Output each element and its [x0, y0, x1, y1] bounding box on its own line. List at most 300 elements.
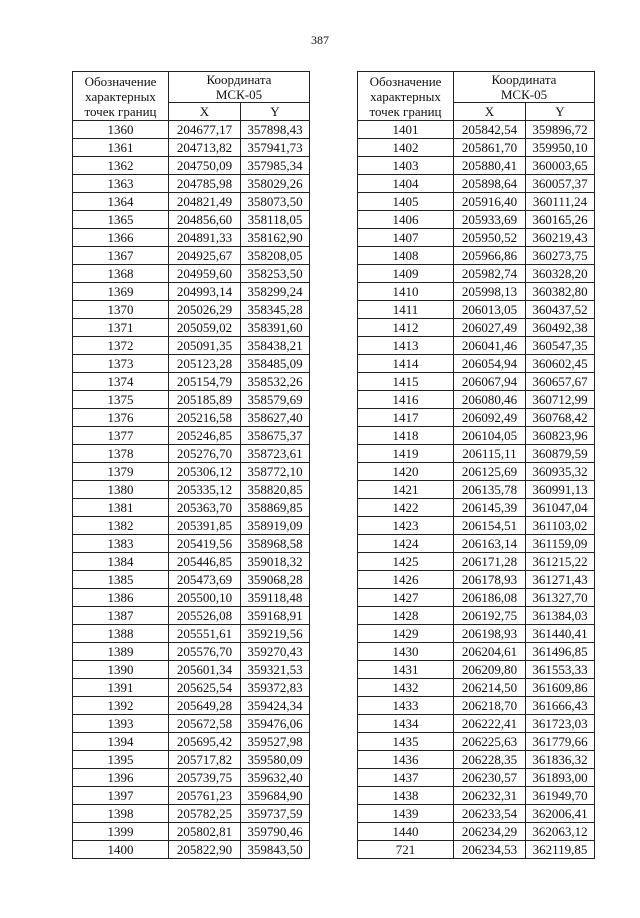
x-coordinate-cell: 205625,54	[169, 679, 241, 697]
point-id-cell: 1389	[73, 643, 169, 661]
point-id-cell: 1373	[73, 355, 169, 373]
y-coordinate-cell: 360768,42	[526, 409, 595, 427]
point-id-cell: 1424	[358, 535, 454, 553]
table-row	[73, 445, 310, 463]
y-coordinate-cell: 361327,70	[526, 589, 595, 607]
y-coordinate-cell: 357985,34	[241, 157, 310, 175]
point-id-cell: 1391	[73, 679, 169, 697]
point-id-cell: 1360	[73, 121, 169, 139]
point-id-cell: 1433	[358, 697, 454, 715]
x-coordinate-cell: 205216,58	[169, 409, 241, 427]
x-coordinate-cell: 205916,40	[454, 193, 526, 211]
table-row	[358, 283, 595, 301]
point-id-cell: 1406	[358, 211, 454, 229]
coordinate-header-line: Координата	[206, 72, 272, 87]
designation-header-line: Обозначение	[369, 73, 442, 89]
x-coordinate-cell: 205822,90	[169, 841, 241, 859]
point-id-cell: 1414	[358, 355, 454, 373]
y-coordinate-cell: 359580,09	[241, 751, 310, 769]
x-coordinate-cell: 206218,70	[454, 697, 526, 715]
table-row	[73, 193, 310, 211]
table-row	[73, 715, 310, 733]
y-coordinate-cell: 359527,98	[241, 733, 310, 751]
point-id-cell: 1385	[73, 571, 169, 589]
point-id-cell: 1374	[73, 373, 169, 391]
table-body-left	[73, 121, 310, 859]
y-coordinate-cell: 359684,90	[241, 787, 310, 805]
table-row	[358, 697, 595, 715]
x-coordinate-cell: 206054,94	[454, 355, 526, 373]
point-id-cell: 1366	[73, 229, 169, 247]
x-coordinate-cell: 205419,56	[169, 535, 241, 553]
table-row	[73, 121, 310, 139]
table-row	[73, 607, 310, 625]
y-coordinate-cell: 358073,50	[241, 193, 310, 211]
y-coordinate-cell: 362006,41	[526, 805, 595, 823]
table-row	[358, 481, 595, 499]
table-row	[358, 823, 595, 841]
point-id-cell: 1412	[358, 319, 454, 337]
point-id-cell: 1383	[73, 535, 169, 553]
x-coordinate-cell: 205933,69	[454, 211, 526, 229]
point-id-cell: 1401	[358, 121, 454, 139]
designation-header-line: Обозначение	[84, 73, 157, 89]
table-row	[358, 517, 595, 535]
table-row	[73, 841, 310, 859]
designation-header	[73, 72, 169, 121]
y-coordinate-cell: 357898,43	[241, 121, 310, 139]
x-coordinate-cell: 205363,70	[169, 499, 241, 517]
table-row	[358, 427, 595, 445]
point-id-cell: 1386	[73, 589, 169, 607]
point-id-cell: 1379	[73, 463, 169, 481]
y-coordinate-cell: 360879,59	[526, 445, 595, 463]
point-id-cell: 1382	[73, 517, 169, 535]
point-id-cell: 1421	[358, 481, 454, 499]
x-coordinate-cell: 205500,10	[169, 589, 241, 607]
designation-header	[358, 72, 454, 121]
table-row	[73, 247, 310, 265]
table-row	[358, 355, 595, 373]
table-row	[73, 175, 310, 193]
x-coordinate-cell: 205576,70	[169, 643, 241, 661]
table-row	[358, 157, 595, 175]
y-coordinate-cell: 361496,85	[526, 643, 595, 661]
point-id-cell: 1395	[73, 751, 169, 769]
y-coordinate-cell: 361384,03	[526, 607, 595, 625]
x-coordinate-cell: 206092,49	[454, 409, 526, 427]
point-id-cell: 721	[358, 841, 454, 859]
table-row	[73, 679, 310, 697]
coordinate-header-line: Координата	[491, 72, 557, 87]
x-coordinate-cell: 206204,61	[454, 643, 526, 661]
table-row	[73, 481, 310, 499]
point-id-cell: 1440	[358, 823, 454, 841]
point-id-cell: 1397	[73, 787, 169, 805]
x-coordinate-cell: 205601,34	[169, 661, 241, 679]
point-id-cell: 1426	[358, 571, 454, 589]
point-id-cell: 1388	[73, 625, 169, 643]
table-row	[358, 337, 595, 355]
y-coordinate-cell: 359270,43	[241, 643, 310, 661]
table-row	[73, 769, 310, 787]
table-row	[358, 679, 595, 697]
x-coordinate-cell: 206192,75	[454, 607, 526, 625]
table-row	[358, 535, 595, 553]
y-coordinate-cell: 360547,35	[526, 337, 595, 355]
y-coordinate-cell: 361271,43	[526, 571, 595, 589]
y-coordinate-cell: 358723,61	[241, 445, 310, 463]
y-coordinate-cell: 358438,21	[241, 337, 310, 355]
x-coordinate-cell: 206171,28	[454, 553, 526, 571]
point-id-cell: 1437	[358, 769, 454, 787]
y-coordinate-cell: 359118,48	[241, 589, 310, 607]
y-coordinate-cell: 360057,37	[526, 175, 595, 193]
x-coordinate-cell: 205526,08	[169, 607, 241, 625]
y-coordinate-cell: 360382,80	[526, 283, 595, 301]
y-coordinate-cell: 360328,20	[526, 265, 595, 283]
y-coordinate-cell: 359950,10	[526, 139, 595, 157]
table-row	[73, 463, 310, 481]
y-coordinate-cell: 360273,75	[526, 247, 595, 265]
table-row	[358, 787, 595, 805]
table-row	[73, 427, 310, 445]
table-row	[358, 445, 595, 463]
point-id-cell: 1411	[358, 301, 454, 319]
y-coordinate-cell: 358485,09	[241, 355, 310, 373]
table-row	[73, 733, 310, 751]
y-coordinate-cell: 358162,90	[241, 229, 310, 247]
y-coordinate-cell: 360657,67	[526, 373, 595, 391]
table-row	[358, 391, 595, 409]
point-id-cell: 1416	[358, 391, 454, 409]
point-id-cell: 1430	[358, 643, 454, 661]
table-row	[358, 499, 595, 517]
x-coordinate-cell: 205998,13	[454, 283, 526, 301]
y-coordinate-cell: 359068,28	[241, 571, 310, 589]
x-coordinate-cell: 205276,70	[169, 445, 241, 463]
table-row	[73, 625, 310, 643]
point-id-cell: 1361	[73, 139, 169, 157]
table-row	[358, 805, 595, 823]
table-row	[358, 625, 595, 643]
y-coordinate-cell: 360935,32	[526, 463, 595, 481]
y-coordinate-cell: 361215,22	[526, 553, 595, 571]
table-row	[73, 337, 310, 355]
table-row	[358, 229, 595, 247]
point-id-cell: 1419	[358, 445, 454, 463]
x-coordinate-cell: 206234,29	[454, 823, 526, 841]
point-id-cell: 1405	[358, 193, 454, 211]
x-coordinate-cell: 206178,93	[454, 571, 526, 589]
y-coordinate-cell: 357941,73	[241, 139, 310, 157]
y-coordinate-cell: 358029,26	[241, 175, 310, 193]
y-coordinate-cell: 359843,50	[241, 841, 310, 859]
x-coordinate-cell: 205123,28	[169, 355, 241, 373]
x-coordinate-cell: 206232,31	[454, 787, 526, 805]
coordinate-header	[169, 72, 310, 103]
x-coordinate-cell: 205091,35	[169, 337, 241, 355]
x-coordinate-cell: 206027,49	[454, 319, 526, 337]
y-coordinate-cell: 361836,32	[526, 751, 595, 769]
point-id-cell: 1370	[73, 301, 169, 319]
table-row	[358, 589, 595, 607]
y-coordinate-cell: 359790,46	[241, 823, 310, 841]
y-coordinate-cell: 358208,05	[241, 247, 310, 265]
point-id-cell: 1435	[358, 733, 454, 751]
table-row	[73, 301, 310, 319]
table-row	[73, 787, 310, 805]
x-coordinate-cell: 205391,85	[169, 517, 241, 535]
x-coordinate-cell: 204856,60	[169, 211, 241, 229]
y-coordinate-cell: 360111,24	[526, 193, 595, 211]
y-coordinate-cell: 361440,41	[526, 625, 595, 643]
y-coordinate-cell: 359321,53	[241, 661, 310, 679]
table-row	[73, 319, 310, 337]
y-coordinate-cell: 360602,45	[526, 355, 595, 373]
x-coordinate-cell: 206228,35	[454, 751, 526, 769]
x-coordinate-cell: 205026,29	[169, 301, 241, 319]
table-row	[73, 499, 310, 517]
x-coordinate-cell: 205842,54	[454, 121, 526, 139]
y-coordinate-cell: 358532,26	[241, 373, 310, 391]
point-id-cell: 1428	[358, 607, 454, 625]
table-row	[358, 607, 595, 625]
point-id-cell: 1378	[73, 445, 169, 463]
table-row	[358, 733, 595, 751]
point-id-cell: 1403	[358, 157, 454, 175]
page-number: 387	[311, 33, 329, 47]
point-id-cell: 1369	[73, 283, 169, 301]
point-id-cell: 1438	[358, 787, 454, 805]
point-id-cell: 1410	[358, 283, 454, 301]
x-coordinate-cell: 205761,23	[169, 787, 241, 805]
x-coordinate-cell: 206222,41	[454, 715, 526, 733]
x-coordinate-cell: 205473,69	[169, 571, 241, 589]
x-coordinate-cell: 206154,51	[454, 517, 526, 535]
x-coordinate-cell: 204713,82	[169, 139, 241, 157]
table-body-right	[358, 121, 595, 859]
y-coordinate-cell: 359476,06	[241, 715, 310, 733]
x-coordinate-cell: 205861,70	[454, 139, 526, 157]
point-id-cell: 1425	[358, 553, 454, 571]
y-coordinate-cell: 360219,43	[526, 229, 595, 247]
point-id-cell: 1415	[358, 373, 454, 391]
table-row	[358, 193, 595, 211]
y-coordinate-cell: 358253,50	[241, 265, 310, 283]
table-row	[73, 805, 310, 823]
y-coordinate-cell: 361949,70	[526, 787, 595, 805]
x-column-header: X	[454, 103, 526, 121]
x-coordinate-cell: 206209,80	[454, 661, 526, 679]
y-coordinate-cell: 359632,40	[241, 769, 310, 787]
point-id-cell: 1376	[73, 409, 169, 427]
table-row	[358, 319, 595, 337]
coordinate-header-line: МСК-05	[215, 87, 263, 102]
table-row	[358, 751, 595, 769]
y-coordinate-cell: 358968,58	[241, 535, 310, 553]
table-row	[358, 661, 595, 679]
table-row	[73, 823, 310, 841]
point-id-cell: 1413	[358, 337, 454, 355]
y-coordinate-cell: 358118,05	[241, 211, 310, 229]
point-id-cell: 1372	[73, 337, 169, 355]
x-coordinate-cell: 205551,61	[169, 625, 241, 643]
x-coordinate-cell: 206041,46	[454, 337, 526, 355]
x-coordinate-cell: 205649,28	[169, 697, 241, 715]
x-coordinate-cell: 206125,69	[454, 463, 526, 481]
table-row	[73, 643, 310, 661]
x-coordinate-cell: 204821,49	[169, 193, 241, 211]
x-coordinate-cell: 205802,81	[169, 823, 241, 841]
point-id-cell: 1420	[358, 463, 454, 481]
table-row	[73, 211, 310, 229]
y-coordinate-cell: 362119,85	[526, 841, 595, 859]
y-column-header: Y	[526, 103, 595, 121]
point-id-cell: 1387	[73, 607, 169, 625]
table-row	[73, 391, 310, 409]
x-coordinate-cell: 206198,93	[454, 625, 526, 643]
point-id-cell: 1390	[73, 661, 169, 679]
table-row	[358, 463, 595, 481]
y-coordinate-cell: 360165,26	[526, 211, 595, 229]
x-coordinate-cell: 204891,33	[169, 229, 241, 247]
y-coordinate-cell: 359896,72	[526, 121, 595, 139]
x-coordinate-cell: 206145,39	[454, 499, 526, 517]
coordinate-header-line: МСК-05	[500, 87, 548, 102]
x-coordinate-cell: 206115,11	[454, 445, 526, 463]
y-coordinate-cell: 358299,24	[241, 283, 310, 301]
table-row	[73, 409, 310, 427]
x-coordinate-cell: 206234,53	[454, 841, 526, 859]
x-coordinate-cell: 205782,25	[169, 805, 241, 823]
y-coordinate-cell: 358820,85	[241, 481, 310, 499]
y-coordinate-cell: 360492,38	[526, 319, 595, 337]
x-coordinate-cell: 205880,41	[454, 157, 526, 175]
designation-header-line: характерных	[370, 88, 441, 104]
table-row	[358, 265, 595, 283]
point-id-cell: 1409	[358, 265, 454, 283]
y-coordinate-cell: 361047,04	[526, 499, 595, 517]
point-id-cell: 1436	[358, 751, 454, 769]
table-row	[358, 121, 595, 139]
y-coordinate-cell: 359424,34	[241, 697, 310, 715]
table-row	[358, 211, 595, 229]
table-row	[73, 355, 310, 373]
designation-header-line: характерных	[85, 88, 156, 104]
table-row	[73, 697, 310, 715]
y-coordinate-cell: 358345,28	[241, 301, 310, 319]
x-coordinate-cell: 206067,94	[454, 373, 526, 391]
x-coordinate-cell: 206214,50	[454, 679, 526, 697]
x-coordinate-cell: 206104,05	[454, 427, 526, 445]
table-row	[73, 517, 310, 535]
point-id-cell: 1404	[358, 175, 454, 193]
y-coordinate-cell: 358919,09	[241, 517, 310, 535]
table-row	[73, 283, 310, 301]
point-id-cell: 1371	[73, 319, 169, 337]
table-row	[73, 751, 310, 769]
y-column-header: Y	[241, 103, 310, 121]
y-coordinate-cell: 359737,59	[241, 805, 310, 823]
point-id-cell: 1362	[73, 157, 169, 175]
table-row	[358, 571, 595, 589]
table-row	[73, 589, 310, 607]
y-coordinate-cell: 362063,12	[526, 823, 595, 841]
point-id-cell: 1402	[358, 139, 454, 157]
table-row	[358, 247, 595, 265]
x-coordinate-cell: 205695,42	[169, 733, 241, 751]
x-coordinate-cell: 204993,14	[169, 283, 241, 301]
x-coordinate-cell: 205446,85	[169, 553, 241, 571]
y-coordinate-cell: 359219,56	[241, 625, 310, 643]
table-row	[358, 139, 595, 157]
table-row	[358, 769, 595, 787]
point-id-cell: 1363	[73, 175, 169, 193]
x-coordinate-cell: 205335,12	[169, 481, 241, 499]
x-coordinate-cell: 205950,52	[454, 229, 526, 247]
x-coordinate-cell: 206080,46	[454, 391, 526, 409]
table-row	[358, 643, 595, 661]
point-id-cell: 1400	[73, 841, 169, 859]
point-id-cell: 1432	[358, 679, 454, 697]
table-row	[73, 139, 310, 157]
y-coordinate-cell: 359018,32	[241, 553, 310, 571]
x-coordinate-cell: 204785,98	[169, 175, 241, 193]
coordinates-table-left	[72, 71, 310, 859]
y-coordinate-cell: 360003,65	[526, 157, 595, 175]
point-id-cell: 1399	[73, 823, 169, 841]
x-coordinate-cell: 205966,86	[454, 247, 526, 265]
x-coordinate-cell: 206163,14	[454, 535, 526, 553]
point-id-cell: 1423	[358, 517, 454, 535]
y-coordinate-cell: 358869,85	[241, 499, 310, 517]
x-coordinate-cell: 205982,74	[454, 265, 526, 283]
coordinates-table-right	[357, 71, 595, 859]
x-coordinate-cell: 205154,79	[169, 373, 241, 391]
point-id-cell: 1422	[358, 499, 454, 517]
table-row	[73, 571, 310, 589]
point-id-cell: 1384	[73, 553, 169, 571]
point-id-cell: 1368	[73, 265, 169, 283]
y-coordinate-cell: 361159,09	[526, 535, 595, 553]
point-id-cell: 1377	[73, 427, 169, 445]
y-coordinate-cell: 358675,37	[241, 427, 310, 445]
x-coordinate-cell: 205898,64	[454, 175, 526, 193]
y-coordinate-cell: 361893,00	[526, 769, 595, 787]
y-coordinate-cell: 361553,33	[526, 661, 595, 679]
y-coordinate-cell: 360712,99	[526, 391, 595, 409]
point-id-cell: 1367	[73, 247, 169, 265]
point-id-cell: 1375	[73, 391, 169, 409]
y-coordinate-cell: 360991,13	[526, 481, 595, 499]
table-row	[358, 175, 595, 193]
point-id-cell: 1381	[73, 499, 169, 517]
y-coordinate-cell: 361666,43	[526, 697, 595, 715]
table-row	[73, 373, 310, 391]
table-row	[73, 661, 310, 679]
x-coordinate-cell: 206013,05	[454, 301, 526, 319]
point-id-cell: 1396	[73, 769, 169, 787]
point-id-cell: 1392	[73, 697, 169, 715]
x-coordinate-cell: 205185,89	[169, 391, 241, 409]
y-coordinate-cell: 358391,60	[241, 319, 310, 337]
point-id-cell: 1417	[358, 409, 454, 427]
point-id-cell: 1439	[358, 805, 454, 823]
y-coordinate-cell: 359168,91	[241, 607, 310, 625]
designation-header-line: точек границ	[369, 103, 442, 119]
table-row	[73, 265, 310, 283]
